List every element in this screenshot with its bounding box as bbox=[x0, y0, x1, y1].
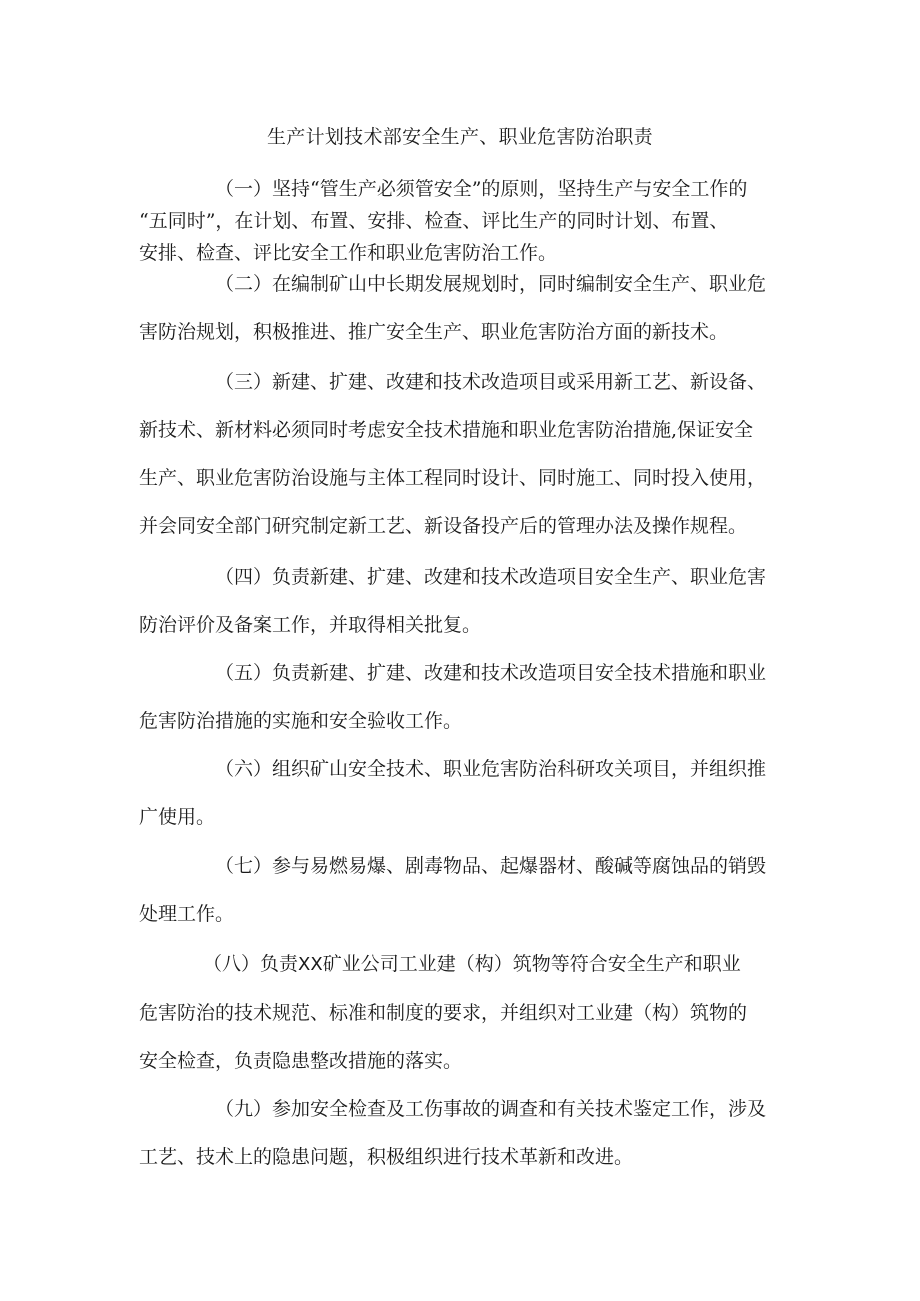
paragraph-6 bbox=[139, 745, 789, 841]
paragraph-line bbox=[139, 940, 789, 989]
paragraph-2 bbox=[139, 260, 789, 356]
paragraph-line: 处理工作。 bbox=[139, 903, 235, 925]
paragraph-4 bbox=[139, 553, 789, 649]
paragraph-line: （五）负责新建、扩建、改建和技术改造项目安全技术措施和职业 bbox=[215, 662, 767, 684]
paragraph-line: （七）参与易燃易爆、剧毒物品、起爆器材、酸碱等腐蚀品的销毁 bbox=[215, 855, 767, 877]
paragraph-7 bbox=[139, 842, 789, 938]
paragraph-line: （六）组织矿山安全技术、职业危害防治科研攻关项目，并组织推 bbox=[215, 758, 767, 780]
paragraph-line: （九）参加安全检查及工伤事故的调查和有关技术鉴定工作，涉及 bbox=[215, 1098, 767, 1120]
paragraph-line: 危害防治的技术规范、标准和制度的要求，并组织对工业建（构）筑物的 bbox=[139, 1002, 748, 1024]
document-title: 生产计划技术部安全生产、职业危害防治职责 bbox=[266, 126, 653, 148]
paragraph-line: 新技术、新材料必须同时考虑安全技术措施和职业危害防治措施,保证安全 bbox=[139, 419, 754, 441]
paragraph-line: 广使用。 bbox=[139, 806, 216, 828]
paragraph-line: 并会同安全部门研究制定新工艺、新设备投产后的管理办法及操作规程。 bbox=[139, 515, 748, 537]
paragraph-8-suffix: 矿业公司工业建（构）筑物等符合安全生产和职业 bbox=[322, 953, 741, 975]
paragraph-line: 安全检查，负责隐患整改措施的落实。 bbox=[139, 1050, 463, 1072]
paragraph-line: “五同时”，在计划、布置、安排、检查、评比生产的同时计划、布置、 bbox=[139, 210, 729, 232]
paragraph-line: （一）坚持“管生产必须管安全”的原则，坚持生产与安全工作的 bbox=[215, 178, 748, 200]
paragraph-line: 防治评价及备案工作，并取得相关批复。 bbox=[139, 614, 482, 636]
paragraph-8 bbox=[139, 940, 789, 1085]
paragraph-8-prefix: （八）负责 bbox=[203, 953, 299, 975]
paragraph-line: 害防治规划，积极推进、推广安全生产、职业危害防治方面的新技术。 bbox=[139, 321, 729, 343]
paragraph-line: 危害防治措施的实施和安全验收工作。 bbox=[139, 710, 463, 732]
paragraph-1 bbox=[139, 173, 789, 269]
paragraph-3 bbox=[139, 358, 789, 550]
paragraph-5 bbox=[139, 649, 789, 745]
paragraph-line: （三）新建、扩建、改建和技术改造项目或采用新工艺、新设备、 bbox=[215, 371, 767, 393]
paragraph-line: 生产、职业危害防治设施与主体工程同时设计、同时施工、同时投入使用， bbox=[139, 467, 767, 489]
paragraph-line: 工艺、技术上的隐患问题，积极组织进行技术革新和改进。 bbox=[139, 1146, 634, 1168]
paragraph-line: （二）在编制矿山中长期发展规划时，同时编制安全生产、职业危 bbox=[215, 273, 767, 295]
paragraph-line: 安排、检查、评比安全工作和职业危害防治工作。 bbox=[139, 242, 558, 264]
paragraph-line: （四）负责新建、扩建、改建和技术改造项目安全生产、职业危害 bbox=[215, 566, 767, 588]
company-placeholder: XX bbox=[298, 954, 323, 975]
paragraph-9 bbox=[139, 1085, 789, 1181]
